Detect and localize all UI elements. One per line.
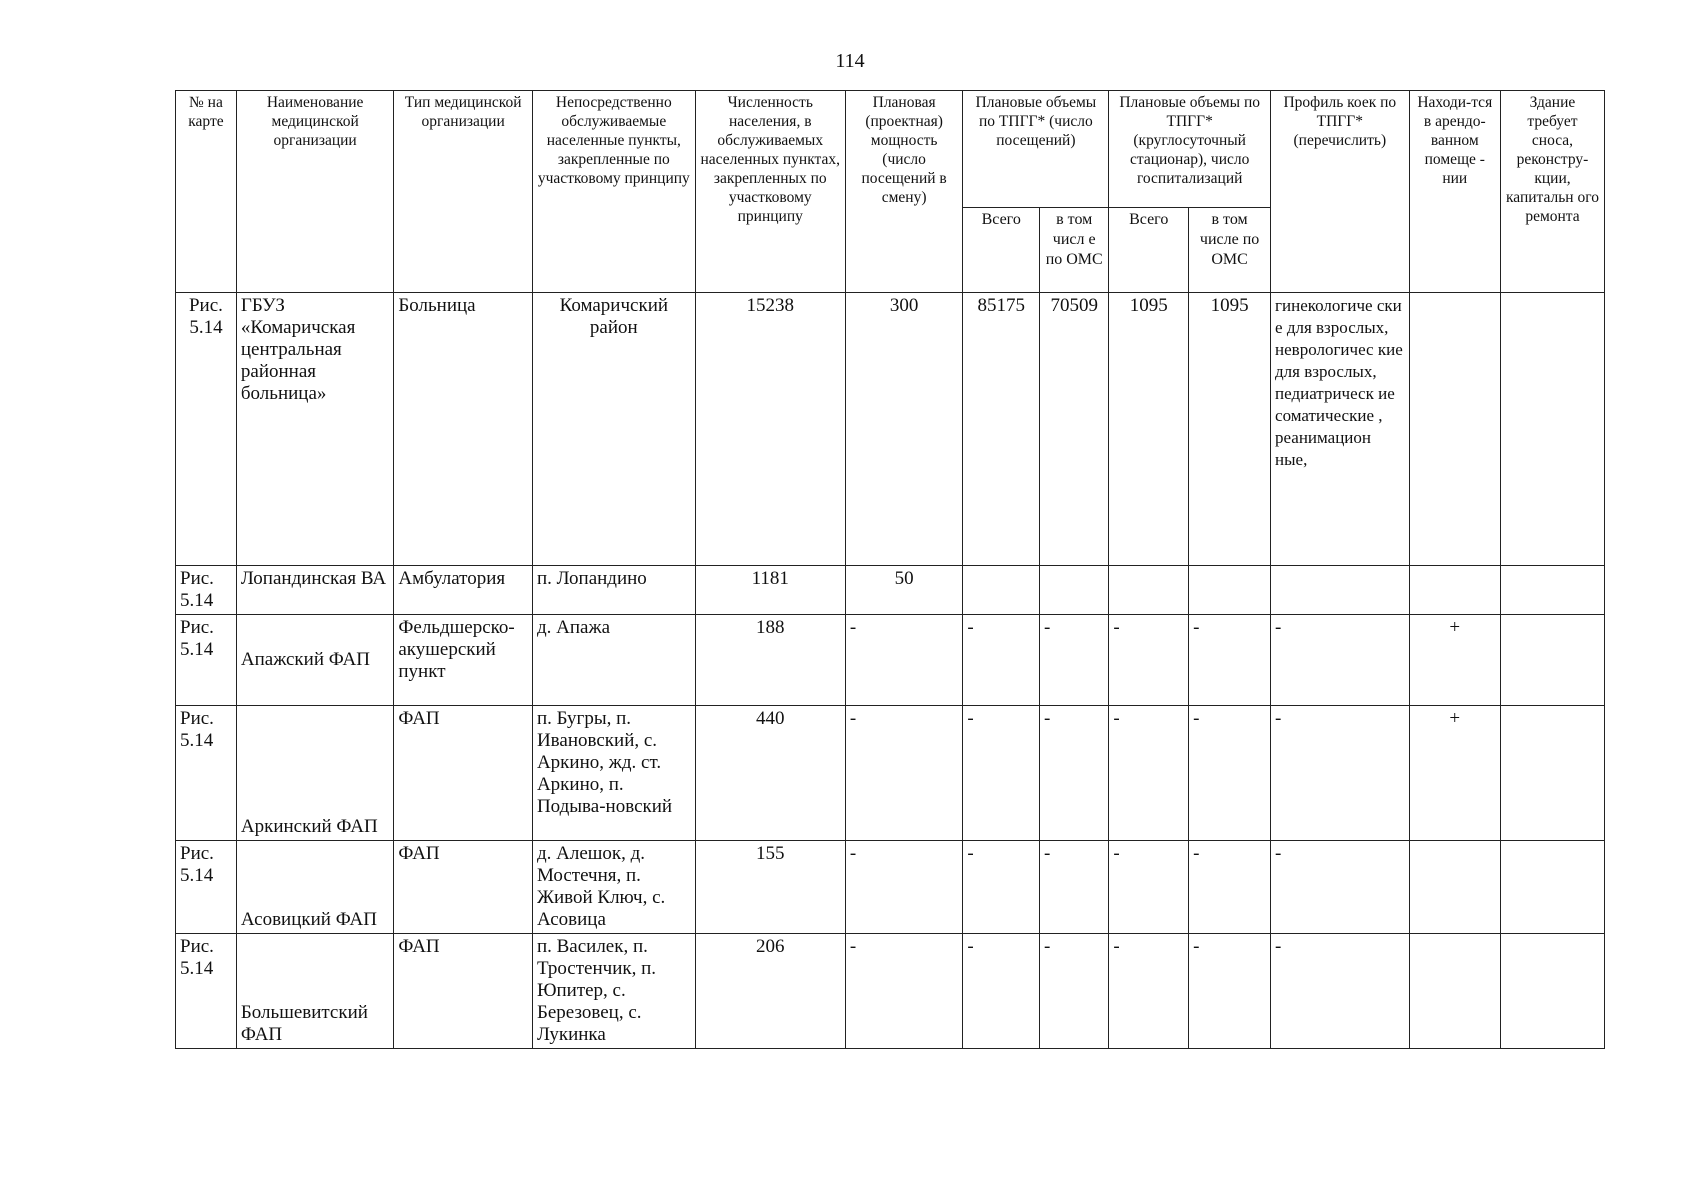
- cell-beds: -: [1271, 934, 1410, 1049]
- cell-population: 206: [695, 934, 845, 1049]
- cell-beds: [1271, 566, 1410, 615]
- header-map-no: № на карте: [176, 91, 237, 293]
- cell-visits-oms: -: [1040, 841, 1109, 934]
- cell-rented: [1409, 841, 1500, 934]
- cell-hosp-oms: -: [1189, 934, 1271, 1049]
- cell-rented: [1409, 293, 1500, 566]
- cell-visits-oms: -: [1040, 706, 1109, 841]
- cell-hosp-total: [1109, 566, 1189, 615]
- cell-hosp-oms: 1095: [1189, 293, 1271, 566]
- subheader-visits-total: Всего: [963, 208, 1040, 293]
- cell-demolition: [1500, 841, 1604, 934]
- cell-population: 15238: [695, 293, 845, 566]
- cell-org-name: Лопандинская ВА: [236, 566, 393, 615]
- cell-org-name: Апажский ФАП: [236, 615, 393, 706]
- subheader-hosp-total: Всего: [1109, 208, 1189, 293]
- cell-settlements: д. Апажа: [532, 615, 695, 706]
- cell-org-type: ФАП: [394, 706, 533, 841]
- cell-capacity: 50: [845, 566, 963, 615]
- cell-capacity: -: [845, 615, 963, 706]
- cell-hosp-total: -: [1109, 934, 1189, 1049]
- cell-population: 188: [695, 615, 845, 706]
- cell-org-name: Большевитский ФАП: [236, 934, 393, 1049]
- cell-hosp-total: -: [1109, 706, 1189, 841]
- cell-visits-total: 85175: [963, 293, 1040, 566]
- cell-org-type: ФАП: [394, 841, 533, 934]
- cell-population: 1181: [695, 566, 845, 615]
- cell-demolition: [1500, 566, 1604, 615]
- page-number: 114: [835, 50, 865, 72]
- subheader-hosp-oms: в том числе по ОМС: [1189, 208, 1271, 293]
- cell-settlements: п. Бугры, п. Ивановский, с. Аркино, жд. ст. Аркино, п. Подыва-новский: [532, 706, 695, 841]
- header-org-type: Тип медицинской организации: [394, 91, 533, 293]
- header-row: [176, 91, 1605, 208]
- table-row: [176, 841, 1605, 934]
- cell-capacity: -: [845, 706, 963, 841]
- cell-visits-oms: -: [1040, 934, 1109, 1049]
- cell-map: Рис. 5.14: [176, 566, 237, 615]
- cell-org-name: ГБУЗ «Комаричская центральная районная больница»: [236, 293, 393, 566]
- cell-hosp-oms: -: [1189, 615, 1271, 706]
- header-org-name: Наименование медицинской организации: [236, 91, 393, 293]
- cell-demolition: [1500, 706, 1604, 841]
- cell-visits-total: -: [963, 706, 1040, 841]
- table-row: [176, 934, 1605, 1049]
- header-visits: Плановые объемы по ТПГГ* (число посещений): [963, 91, 1109, 208]
- cell-beds: гинекологиче ски е для взрослых, неврологичес кие для взрослых, педиатрическ ие соматические , реанимацион ные,: [1271, 293, 1410, 566]
- header-settlements: Непосредственно обслуживаемые населенные пункты, закрепленные по участковому принципу: [532, 91, 695, 293]
- cell-hosp-oms: -: [1189, 841, 1271, 934]
- cell-org-type: Амбулатория: [394, 566, 533, 615]
- cell-beds: -: [1271, 615, 1410, 706]
- cell-beds: -: [1271, 841, 1410, 934]
- header-hosp: Плановые объемы по ТПГГ* (круглосуточный стационар), число госпитализаций: [1109, 91, 1271, 208]
- header-beds: Профиль коек по ТПГГ* (перечислить): [1271, 91, 1410, 293]
- cell-visits-oms: [1040, 566, 1109, 615]
- cell-capacity: -: [845, 934, 963, 1049]
- cell-visits-total: [963, 566, 1040, 615]
- cell-beds: -: [1271, 706, 1410, 841]
- cell-map: Рис. 5.14: [176, 934, 237, 1049]
- cell-visits-total: -: [963, 934, 1040, 1049]
- cell-capacity: 300: [845, 293, 963, 566]
- cell-settlements: п. Василек, п. Тростенчик, п. Юпитер, с. Березовец, с. Лукинка: [532, 934, 695, 1049]
- cell-org-type: Больница: [394, 293, 533, 566]
- cell-org-name: Асовицкий ФАП: [236, 841, 393, 934]
- cell-org-name: Аркинский ФАП: [236, 706, 393, 841]
- cell-settlements: п. Лопандино: [532, 566, 695, 615]
- header-population: Численность населения, в обслуживаемых населенных пунктах, закрепленных по участковому принципу: [695, 91, 845, 293]
- cell-demolition: [1500, 934, 1604, 1049]
- cell-settlements: д. Алешок, д. Мостечня, п. Живой Ключ, с. Асовица: [532, 841, 695, 934]
- cell-population: 440: [695, 706, 845, 841]
- cell-rented: +: [1409, 706, 1500, 841]
- cell-capacity: -: [845, 841, 963, 934]
- table-row: [176, 706, 1605, 841]
- cell-hosp-total: 1095: [1109, 293, 1189, 566]
- cell-map: Рис. 5.14: [176, 615, 237, 706]
- table-row: [176, 615, 1605, 706]
- header-capacity: Плановая (проектная) мощность (число посещений в смену): [845, 91, 963, 293]
- cell-org-type: ФАП: [394, 934, 533, 1049]
- cell-demolition: [1500, 615, 1604, 706]
- cell-hosp-oms: [1189, 566, 1271, 615]
- cell-map: Рис. 5.14: [176, 293, 237, 566]
- cell-rented: [1409, 566, 1500, 615]
- cell-map: Рис. 5.14: [176, 706, 237, 841]
- table-row: [176, 293, 1605, 566]
- header-demolition: Здание требует сноса, реконстру-кции, капитальн ого ремонта: [1500, 91, 1604, 293]
- cell-hosp-total: -: [1109, 841, 1189, 934]
- cell-demolition: [1500, 293, 1604, 566]
- cell-population: 155: [695, 841, 845, 934]
- cell-rented: [1409, 934, 1500, 1049]
- table-row: [176, 566, 1605, 615]
- cell-visits-oms: 70509: [1040, 293, 1109, 566]
- cell-visits-total: -: [963, 615, 1040, 706]
- cell-rented: +: [1409, 615, 1500, 706]
- cell-org-type: Фельдшерско-акушерский пункт: [394, 615, 533, 706]
- subheader-visits-oms: в том числ е по ОМС: [1040, 208, 1109, 293]
- cell-hosp-total: -: [1109, 615, 1189, 706]
- medical-organizations-table: [175, 90, 1605, 1049]
- header-rented: Находи-тся в арендо-ванном помеще - нии: [1409, 91, 1500, 293]
- cell-hosp-oms: -: [1189, 706, 1271, 841]
- cell-visits-total: -: [963, 841, 1040, 934]
- cell-settlements: Комаричский район: [532, 293, 695, 566]
- cell-visits-oms: -: [1040, 615, 1109, 706]
- cell-map: Рис. 5.14: [176, 841, 237, 934]
